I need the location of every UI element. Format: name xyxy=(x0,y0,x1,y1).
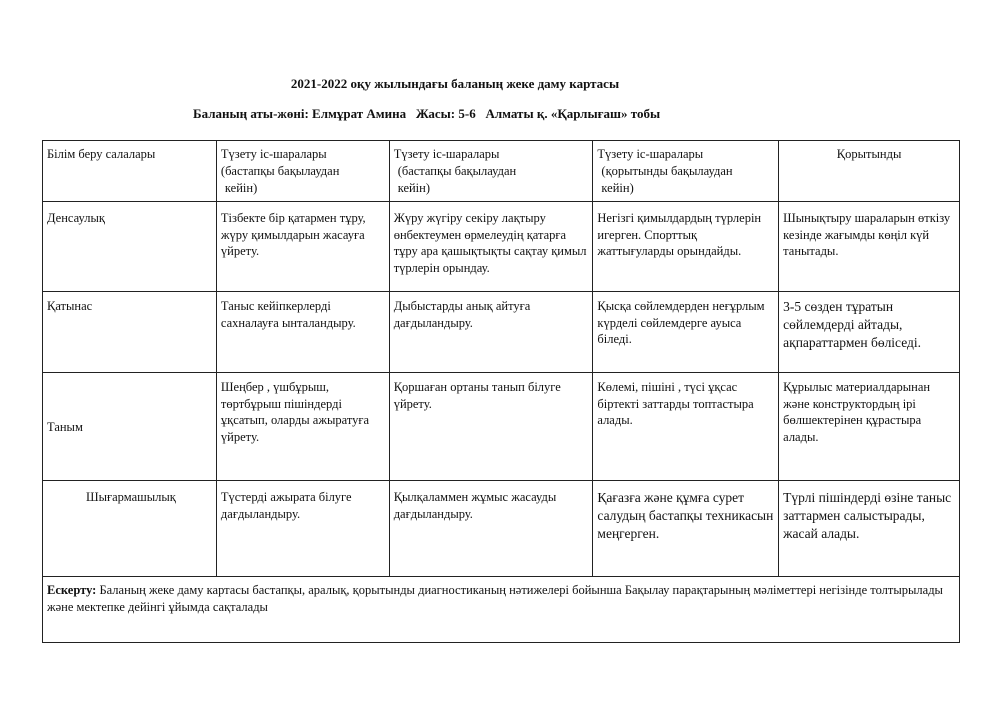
header-sublabel: кейін) xyxy=(601,180,634,195)
development-map-table xyxy=(42,140,960,643)
header-label: Білім беру салалары xyxy=(47,147,156,161)
header-sublabel: (қорытынды бақылаудан xyxy=(601,163,733,178)
header-cell-areas xyxy=(43,141,217,202)
header-cell-result xyxy=(779,141,960,202)
header-cell-initial-2 xyxy=(389,141,593,202)
note-row xyxy=(43,576,960,642)
table-row xyxy=(43,372,960,480)
table-cell: Шеңбер , үшбұрыш, төртбұрыш пішіндерді ұқсатып, оларды ажыратуға үйрету. xyxy=(216,372,389,480)
table-header-row xyxy=(43,141,960,202)
header-label: Түзету іс-шаралары xyxy=(393,147,500,161)
document-title-text: 2021-2022 оқу жылындағы баланың жеке даму картасы xyxy=(290,76,620,91)
table-cell: Құрылыс материалдарынан және конструктордың ірі бөлшектерінен құрастыра алады. xyxy=(779,372,960,480)
table-cell: Жүру жүгіру секіру лақтыру өнбектеумен өрмелеудің қатарға тұру ара қашықтықты сақтау қимыл түрлерін орындау. xyxy=(389,201,593,291)
table-cell: Таныс кейіпкерлерді сахналауға ынталандыру. xyxy=(216,291,389,372)
table-cell: Көлемі, пішіні , түсі ұқсас біртекті заттарды топтастыра алады. xyxy=(593,372,779,480)
table-row xyxy=(43,291,960,372)
area-cell: Қатынас xyxy=(43,291,217,372)
note-text: Баланың жеке даму картасы бастапқы, аралық, қорытынды диагностиканың нәтижелері бойынша Бақылау парақтарының мәліметтері негізінде толтырылады және мектепке дейінгі ұйымда сақталады xyxy=(47,582,943,614)
table-cell: Шынықтыру шараларын өткізу кезінде жағымды көңіл күй танытады. xyxy=(779,201,960,291)
area-cell: Таным xyxy=(43,372,217,480)
area-cell: Шығармашылық xyxy=(43,480,217,576)
header-sublabel: кейін) xyxy=(224,180,258,195)
note-label: Ескерту: xyxy=(47,582,97,597)
table-cell: Түстерді ажырата білуге дағдыландыру. xyxy=(216,480,389,576)
table-cell: Дыбыстарды анық айтуға дағдыландыру. xyxy=(389,291,593,372)
table-cell: Қылқаламмен жұмыс жасауды дағдыландыру. xyxy=(389,480,593,576)
header-sublabel: (бастапқы бақылаудан xyxy=(397,163,517,178)
area-cell: Денсаулық xyxy=(43,201,217,291)
table-cell: Түрлі пішіндерді өзіне таныс заттармен салыстырады, жасай алады. xyxy=(779,480,960,576)
table-cell: Негізгі қимылдардың түрлерін игерген. Спорттық жаттығуларды орындайды. xyxy=(593,201,779,291)
document-title xyxy=(0,76,1000,92)
table-cell: Қысқа сөйлемдерден неғұрлым күрделі сөйлемдерге ауыса біледі. xyxy=(593,291,779,372)
table-cell: 3-5 сөзден тұратын сөйлемдерді айтады, ақпараттармен бөліседі. xyxy=(779,291,960,372)
header-cell-final xyxy=(593,141,779,202)
table-cell: Қоршаған ортаны танып білуге үйрету. xyxy=(389,372,593,480)
table-cell: Тізбекте бір қатармен тұру, жүру қимылдарын жасауға үйрету. xyxy=(216,201,389,291)
header-label: Қорытынды xyxy=(836,147,902,161)
table-row xyxy=(43,480,960,576)
document-subtitle: Баланың аты-жөні: Елмұрат Амина Жасы: 5-6 Алматы қ. «Қарлығаш» тобы xyxy=(193,106,661,121)
table-cell: Қағазға және құмға сурет салудың бастапқы техникасын меңгерген. xyxy=(593,480,779,576)
note-cell xyxy=(43,576,960,642)
table-row xyxy=(43,201,960,291)
header-sublabel: кейін) xyxy=(397,180,431,195)
header-sublabel: (бастапқы бақылаудан xyxy=(220,163,340,178)
header-label: Түзету іс-шаралары xyxy=(597,147,704,161)
header-cell-initial-1 xyxy=(216,141,389,202)
header-label: Түзету іс-шаралары xyxy=(220,147,327,161)
